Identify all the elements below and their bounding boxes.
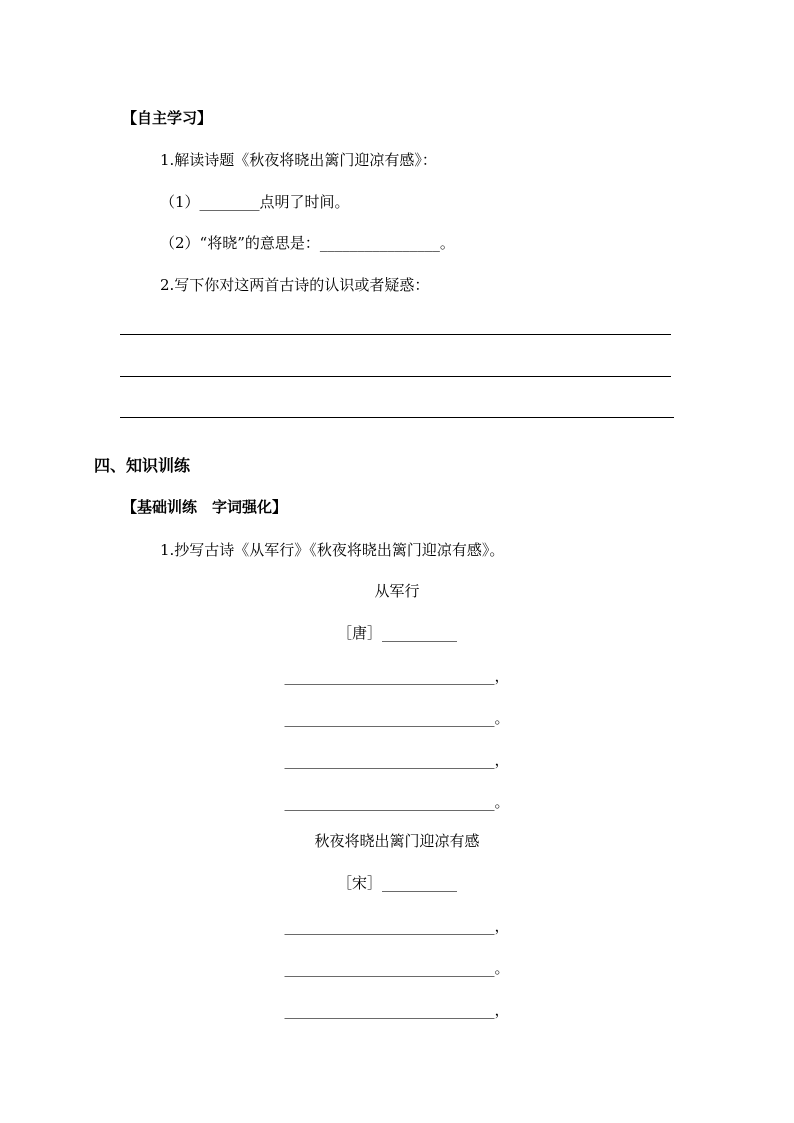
copy-question: 1.抄写古诗《从军行》《秋夜将晓出篱门迎凉有感》。 [160, 541, 505, 559]
question-1: 1.解读诗题《秋夜将晓出篱门迎凉有感》： [160, 151, 437, 169]
poem-2-title: 秋夜将晓出篱门迎凉有感 [314, 832, 480, 850]
question-2: 2.写下你对这两首古诗的认识或者疑惑： [160, 276, 430, 294]
sub-heading: 【基础训练 字词强化】 [122, 498, 288, 516]
question-1-part-2: （2）“将晓”的意思是：________________。 [160, 234, 455, 252]
poem-line: ____________________________。 [284, 959, 510, 977]
answer-line [120, 417, 674, 418]
answer-line [120, 334, 671, 335]
poem-1-title: 从军行 [374, 582, 420, 600]
poem-line: ____________________________， [284, 917, 510, 935]
poem-line: ____________________________， [284, 667, 510, 685]
self-study-heading: 【自主学习】 [122, 109, 213, 127]
poem-line: ____________________________。 [284, 709, 510, 727]
poem-1-author-line: ［唐］__________ [336, 624, 457, 642]
poem-line: ____________________________， [284, 751, 510, 769]
poem-2-author-line: ［宋］__________ [336, 874, 457, 892]
question-1-part-1: （1）________点明了时间。 [160, 193, 350, 211]
poem-line: ____________________________， [284, 1001, 510, 1019]
poem-line: ____________________________。 [284, 793, 510, 811]
section-heading: 四、知识训练 [94, 456, 191, 475]
answer-line [120, 376, 671, 377]
